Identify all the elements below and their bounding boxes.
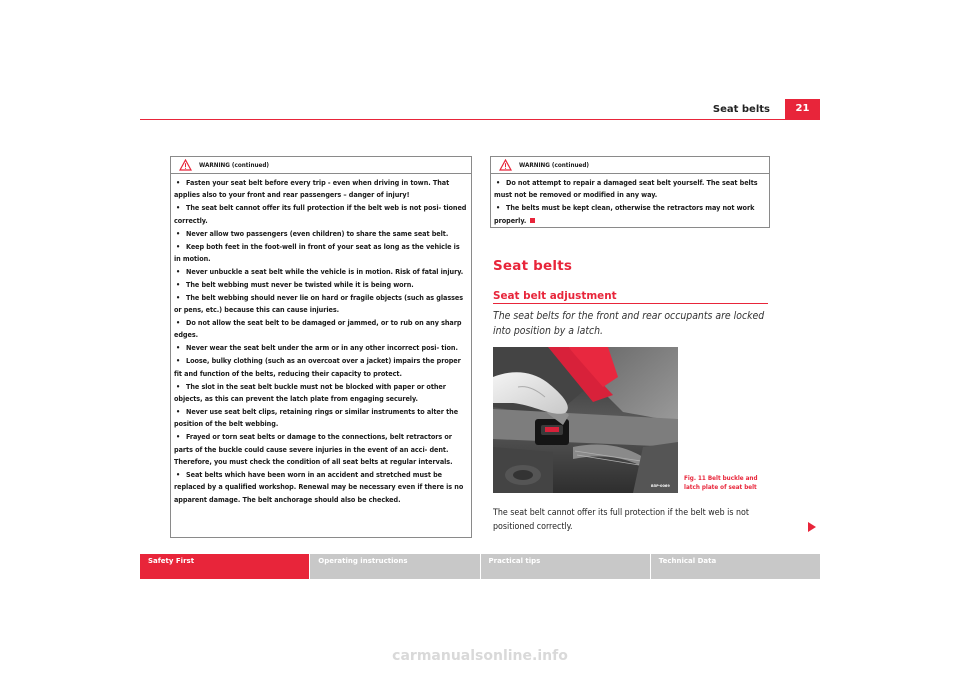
figure-code: B5P-0069 xyxy=(651,484,670,488)
section-intro: The seat belts for the front and rear occupants are locked into position by a latch. xyxy=(493,310,765,337)
warning-heading: WARNING (continued) xyxy=(199,161,270,169)
belt-buckle-illustration xyxy=(493,347,678,493)
header-divider xyxy=(140,119,820,120)
warning-item: • The seat belt cannot offer its full protection if the belt web is not posi- tioned correctly. xyxy=(174,203,467,225)
warning-item: • Fasten your seat belt before every trip - even when driving in town. That applies also to your front and rear passengers – danger of injury! xyxy=(174,178,450,200)
warning-item: • Keep both feet in the foot-well in front of your seat as long as the vehicle is in motion. xyxy=(174,241,460,263)
warning-box-right xyxy=(490,156,770,228)
section-title: Seat belts xyxy=(493,258,573,274)
warning-item: • Loose, bulky clothing (such as an overcoat over a jacket) impairs the proper fit and function of the belts, reducing their capacity to protect. xyxy=(174,356,461,378)
footer-nav xyxy=(140,554,820,579)
warning-item: • Never unbuckle a seat belt while the vehicle is in motion. Risk of fatal injury. xyxy=(176,266,464,276)
warning-item: • Never wear the seat belt under the arm or in any other incorrect posi- tion. xyxy=(176,343,458,353)
watermark: carmanualsonline.info xyxy=(392,648,568,664)
warning-header xyxy=(491,157,769,174)
warning-triangle-icon xyxy=(499,159,512,171)
tab-technical-data[interactable]: Technical Data xyxy=(651,554,820,579)
belt-buckle-photo xyxy=(493,347,678,493)
warning-box-left xyxy=(170,156,472,538)
warning-item: • Do not attempt to repair a damaged seat belt yourself. The seat belts must not be removed or modified in any way. xyxy=(494,178,758,200)
warning-triangle-icon xyxy=(179,159,192,171)
body-text: The seat belt cannot offer its full protection if the belt web is not positioned correctly. xyxy=(493,508,749,533)
subsection-divider xyxy=(493,303,768,304)
warning-item: • Never use seat belt clips, retaining rings or similar instruments to alter the position of the belt webbing. xyxy=(174,406,459,429)
end-of-section-icon xyxy=(530,218,535,223)
warning-item: • The belt webbing should never lie on hard or fragile objects (such as glasses or pens, etc.) because this can cause injuries. xyxy=(174,292,464,315)
page-header-title: Seat belts xyxy=(712,104,770,115)
warning-header xyxy=(171,157,471,174)
warning-item: • Seat belts which have been worn in an accident and stretched must be replaced by a qualified workshop. Renewal may be necessary even if there is no apparent damage. The belt anchorage should also be checked. xyxy=(174,469,464,504)
tab-operating-instructions[interactable]: Operating instructions xyxy=(310,554,479,579)
page-number: 21 xyxy=(785,99,820,119)
tab-safety-first[interactable]: Safety First xyxy=(140,554,309,579)
warning-item: • The slot in the seat belt buckle must not be blocked with paper or other objects, as this can prevent the latch plate from engaging securely. xyxy=(174,381,446,403)
figure-caption: Fig. 11 Belt buckle and latch plate of seat belt xyxy=(684,475,758,491)
tab-practical-tips[interactable]: Practical tips xyxy=(481,554,650,579)
warning-item: • The belts must be kept clean, otherwise the retractors may not work properly. xyxy=(494,203,755,225)
warning-item: • Do not allow the seat belt to be damaged or jammed, or to rub on any sharp edges. xyxy=(174,317,462,340)
warning-item: • Frayed or torn seat belts or damage to the connections, belt retractors or parts of the buckle could cause severe injuries in the event of an acci- dent. Therefore, you must check the condition of all seat belts at regular intervals. xyxy=(174,432,453,466)
warning-item: • Never allow two passengers (even children) to share the same seat belt. xyxy=(176,228,449,238)
subsection-title: Seat belt adjustment xyxy=(493,290,617,302)
next-page-arrow-icon[interactable] xyxy=(808,522,816,532)
warning-item: • The belt webbing must never be twisted while it is being worn. xyxy=(176,279,414,289)
warning-heading: WARNING (continued) xyxy=(519,161,590,169)
